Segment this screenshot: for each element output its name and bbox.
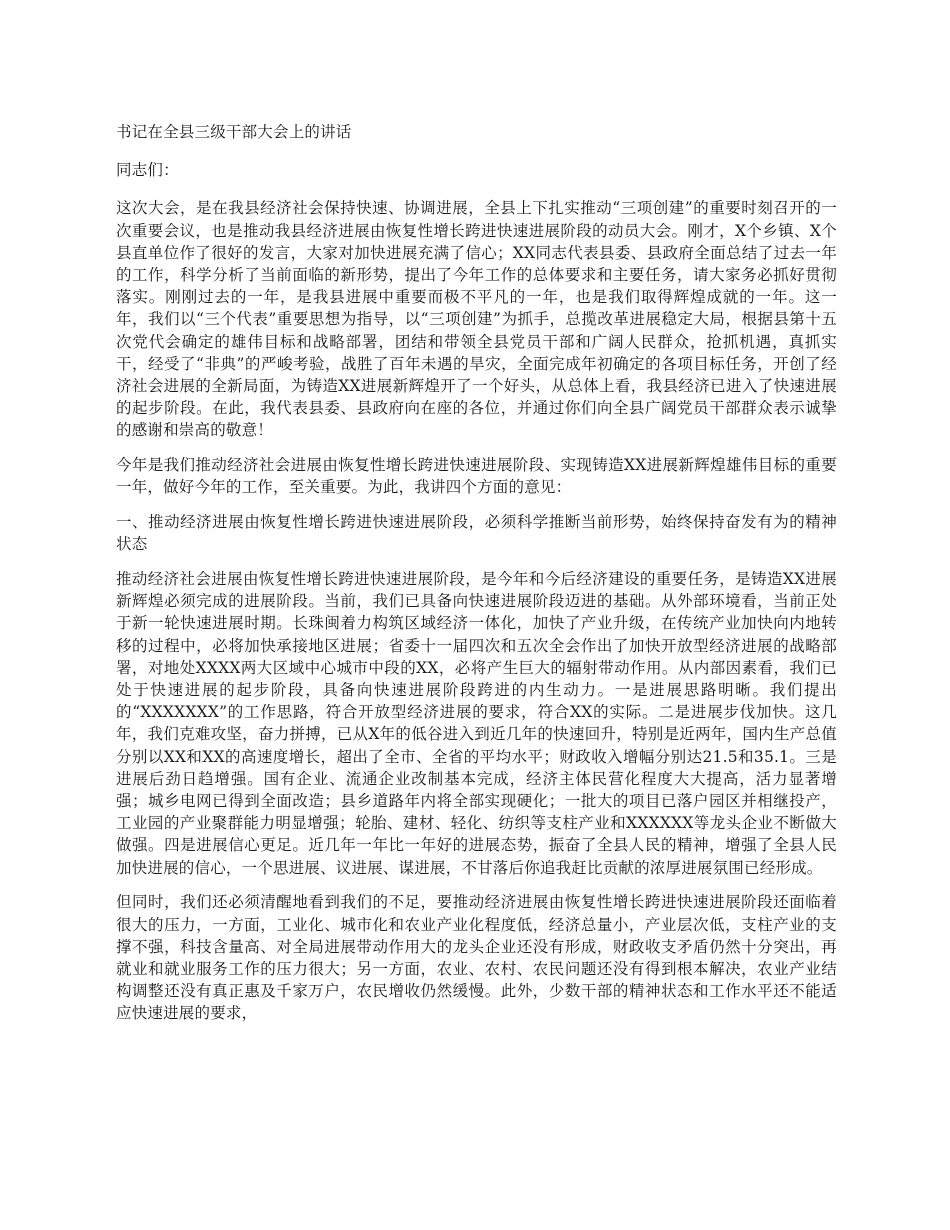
paragraph-intro: 今年是我们推动经济社会进展由恢复性增长跨进快速进展阶段、实现铸造XX进展新辉煌雄伟目标的重要一年，做好今年的工作，至关重要。为此，我讲四个方面的意见： <box>116 456 837 497</box>
paragraph-opening: 这次大会，是在我县经济社会保持快速、协调进展，全县上下扎实推动“三项创建”的重要时刻召开的一次重要会议，也是推动我县经济进展由恢复性增长跨进快速进展阶段的动员大会。刚才，X个乡镇、X个县直单位作了很好的发言，大家对加快进展充满了信心；XX同志代表县委、县政府全面总结了过去一年的工作，科学分析了当前面临的新形势，提出了今年工作的总体要求和主要任务，请大家务必抓好贯彻落实。刚刚过去的一年，是我县进展中重要而极不平凡的一年，也是我们取得辉煌成就的一年。这一年，我们以“三个代表”重要思想为指导，以“三项创建”为抓手，总揽改革进展稳定大局，根据县第十五次党代会确定的雄伟目标和战略部署，团结和带领全县党员干部和广阔人民群众，抢抓机遇，真抓实干，经受了“非典”的严峻考验，战胜了百年未遇的旱灾，全面完成年初确定的各项目标任务，开创了经济社会进展的全新局面，为铸造XX进展新辉煌开了一个好头，从总体上看，我县经济已进入了快速进展的起步阶段。在此，我代表县委、县政府向在座的各位，并通过你们向全县广阔党员干部群众表示诚挚的感谢和崇高的敬意！ <box>116 199 837 440</box>
section-heading-1: 一、推动经济进展由恢复性增长跨进快速进展阶段，必须科学推断当前形势，始终保持奋发有为的精神状态 <box>116 513 837 554</box>
paragraph-situation: 推动经济社会进展由恢复性增长跨进快速进展阶段，是今年和今后经济建设的重要任务，是铸造XX进展新辉煌必须完成的进展阶段。当前，我们已具备向快速进展阶段迈进的基础。从外部环境看，当前正处于新一轮快速进展时期。长珠闽着力构筑区域经济一体化，加快了产业升级，在传统产业加快向内地转移的过程中，必将加快承接地区进展；省委十一届四次和五次全会作出了加快开放型经济进展的战略部署，对地处XXXX两大区域中心城市中段的XX，必将产生巨大的辐射带动作用。从内部因素看，我们已处于快速进展的起步阶段，具备向快速进展阶段跨进的内生动力。一是进展思路明晰。我们提出的“XXXXXXX”的工作思路，符合开放型经济进展的要求，符合XX的实际。二是进展步伐加快。这几年，我们克难攻坚，奋力拼搏，已从X年的低谷进入到近几年的快速回升，特别是近两年，国内生产总值分别以XX和XX的高速度增长，超出了全市、全省的平均水平；财政收入增幅分别达21.5和35.1。三是进展后劲日趋增强。国有企业、流通企业改制基本完成，经济主体民营化程度大大提高，活力显著增强；城乡电网已得到全面改造；县乡道路年内将全部实现硬化；一批大的项目已落户园区并相继投产，工业园的产业聚群能力明显增强；轮胎、建材、轻化、纺织等支柱产业和XXXXXX等龙头企业不断做大做强。四是进展信心更足。近几年一年比一年好的进展态势，振奋了全县人民的精神，增强了全县人民加快进展的信心，一个思进展、议进展、谋进展，不甘落后你追我赶比贡献的浓厚进展氛围已经形成。 <box>116 569 837 877</box>
document-body <box>116 121 837 1037</box>
paragraph-shortcomings: 但同时，我们还必须清醒地看到我们的不足，要推动经济进展由恢复性增长跨进快速进展阶段还面临着很大的压力，一方面，工业化、城市化和农业产业化程度低，经济总量小，产业层次低，支柱产业的支撑不强，科技含量高、对全局进展带动作用大的龙头企业还没有形成，财政收支矛盾仍然十分突出，再就业和就业服务工作的压力很大；另一方面，农业、农村、农民问题还没有得到根本解决，农业产业结构调整还没有真正惠及千家万户，农民增收仍然缓慢。此外，少数干部的精神状态和工作水平还不能适应快速进展的要求， <box>116 893 837 1023</box>
document-title: 书记在全县三级干部大会上的讲话 <box>116 123 352 141</box>
greeting: 同志们： <box>116 161 179 180</box>
